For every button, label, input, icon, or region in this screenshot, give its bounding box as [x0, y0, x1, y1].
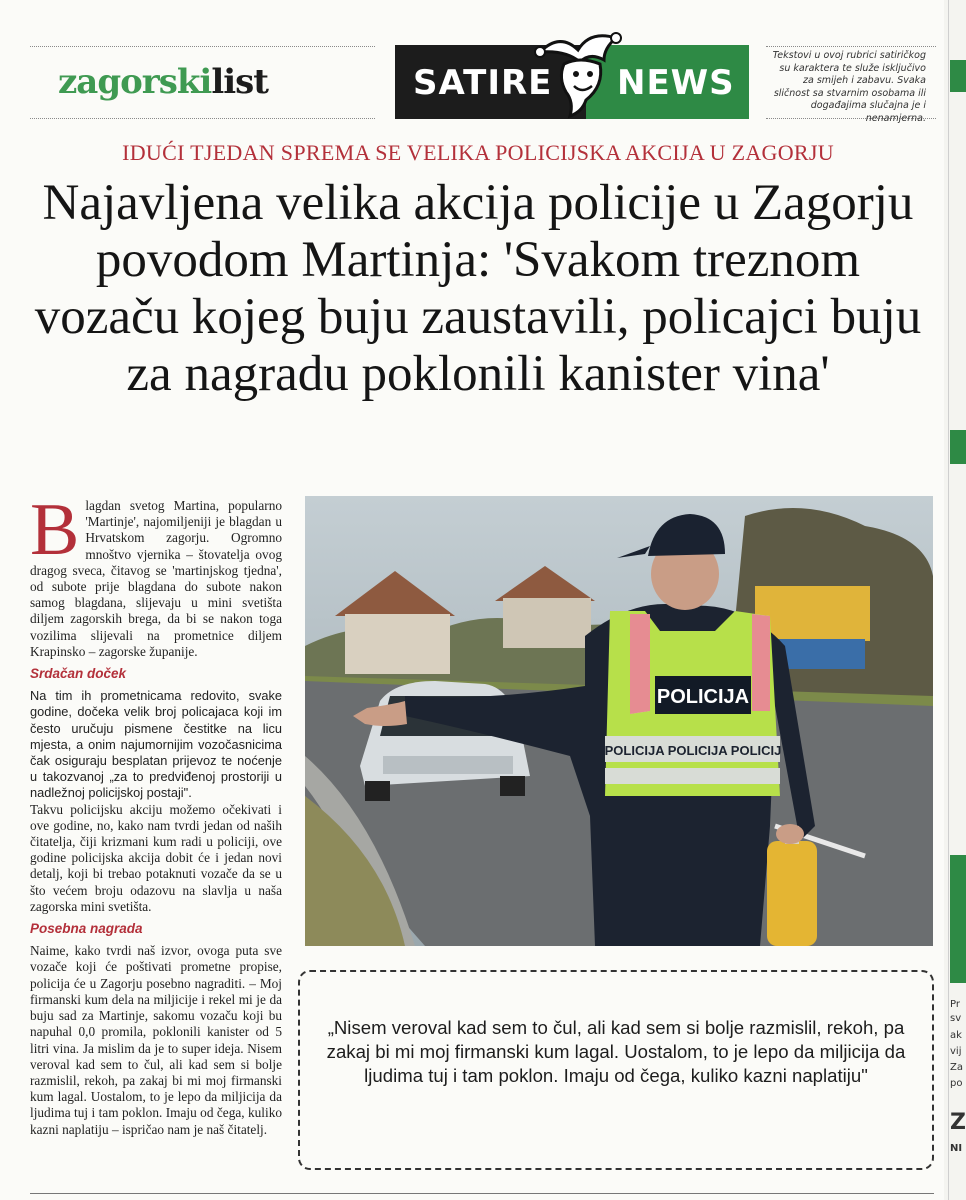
- side-snippet-line-5: Za: [950, 1062, 963, 1073]
- paragraph-intro: lagdan svetog Martina, popularno 'Martinje', najomiljeniji je blagdan u Hrvatskom zagorju. Ogromno mnoštvo vjernika – štovatelja ovog dragog sveca, čitavog se 'martinjskog tjedna', od subote prije blagdana do subote nakon samog blagdana, slijevaju u mini svetišta diljem zagorskih brega, da bi se nakon toga vozilima slijevali na prometnice diljem Krapinsko – zagorske županije.: [30, 498, 282, 659]
- article-body: [30, 489, 282, 1138]
- side-snippet-line-4: vij: [950, 1046, 962, 1057]
- side-big-letter: Z: [950, 1110, 966, 1135]
- photo-illustration: [305, 496, 933, 946]
- subheading-posebna-nagrada: Posebna nagrada: [30, 921, 143, 937]
- article-headline: Najavljena velika akcija policije u Zagorju povodom Martinja: 'Svakom treznom vozaču kojeg buju zaustavili, policajci buju za nagradu poklonili kanister vina': [34, 175, 922, 402]
- side-snippet-line-3: ak: [950, 1030, 962, 1041]
- bottom-rule: [30, 1193, 934, 1194]
- satire-disclaimer: Tekstovi u ovoj rubrici satiričkog su karaktera te služe isključivo za smijeh i zabavu. Svaka sličnost sa stvarnim osobama ili događajima slučajna je i nenamjerna.: [772, 50, 926, 124]
- paragraph-reward: Naime, kako tvrdi naš izvor, ovoga puta sve vozače koji će poštivati prometne propise, policija će u Zagorju posebno nagraditi. – Moj firmanski kum dela na miljicije i rekel mi je da buju sad za Martinje, sakomu vozaču koji bu napuhal 0,0 promila, poklonili kanister od 5 litri vina. Ja mislim da je to super ideja. Nisem veroval kad sem to čul, ali kad sem si bolje razmislil, rekoh, pa zakaj bi mi moj firmanski kum lagal. Uostalom, to je lepo da miljicija da ljudima tuj i tam poklon. Imaju od čega, kuliko kazni naplatiju – ispričao nam je naš čitatelj.: [30, 943, 282, 1137]
- vest-band: POLICIJA POLICIJA POLICIJ: [604, 743, 782, 758]
- side-small-text: NI: [950, 1143, 963, 1154]
- mid-rule-left: [30, 118, 375, 119]
- news-word: NEWS: [617, 63, 735, 103]
- article-kicker: IDUĆI TJEDAN SPREMA SE VELIKA POLICIJSKA AKCIJA U ZAGORJU: [122, 140, 834, 165]
- logo-green-part: zagorski: [58, 62, 212, 102]
- side-snippet-line-2: sv: [950, 1013, 962, 1024]
- pull-quote: „Nisem veroval kad sem to čul, ali kad sem si bolje razmislil, rekoh, pa zakaj bi mi moj firmanski kum lagal. Uostalom, to je lepo da miljicija da ljudima tuj i tam poklon. Imaju od čega, kuliko kazni naplatiju": [326, 1017, 906, 1086]
- subheading-srdacan-docek: Srdačan doček: [30, 666, 127, 682]
- side-green-block: [950, 855, 966, 983]
- top-rule-right: [766, 46, 936, 47]
- paragraph-action: Takvu policijsku akciju možemo očekivati i ove godine, no, kako nam tvrdi jedan od naših čitatelja, čiji krizmani kum radi u policiji, ove godine policijska akcija dobit će i jedan novi detalj, koji bi trebao potaknuti vozače da se u što većem broju odazovu na slavlja u naša zagorska mini svetišta.: [30, 801, 282, 914]
- side-snippet-line-1: Pr: [950, 999, 960, 1010]
- paragraph-welcome: Na tim ih prometnicama redovito, svake godine, dočeka velik broj policajaca koji im često uručuju pismene čestitke na licu mjesta, a onim najumornijim vozočasnicima čak osiguraju besplatan prijevoz te noćenje u takozvanoj „za to predviđenoj prostoriji u nadležnoj policijskoj postaji".: [30, 688, 282, 801]
- column-separator: [948, 0, 949, 1200]
- drop-cap: B: [30, 489, 80, 571]
- top-rule-left: [30, 46, 375, 47]
- side-snippet-line-6: po: [950, 1078, 963, 1089]
- police-officer-photo: [305, 496, 933, 946]
- side-green-marker-2: [950, 430, 966, 464]
- vest-label: POLICIJA: [656, 686, 750, 708]
- side-green-marker-1: [950, 60, 966, 92]
- jester-mascot-icon: [520, 12, 640, 122]
- satire-word: SATIRE: [413, 63, 553, 103]
- zagorski-list-logo[interactable]: [58, 62, 268, 102]
- logo-black-part: list: [211, 62, 269, 102]
